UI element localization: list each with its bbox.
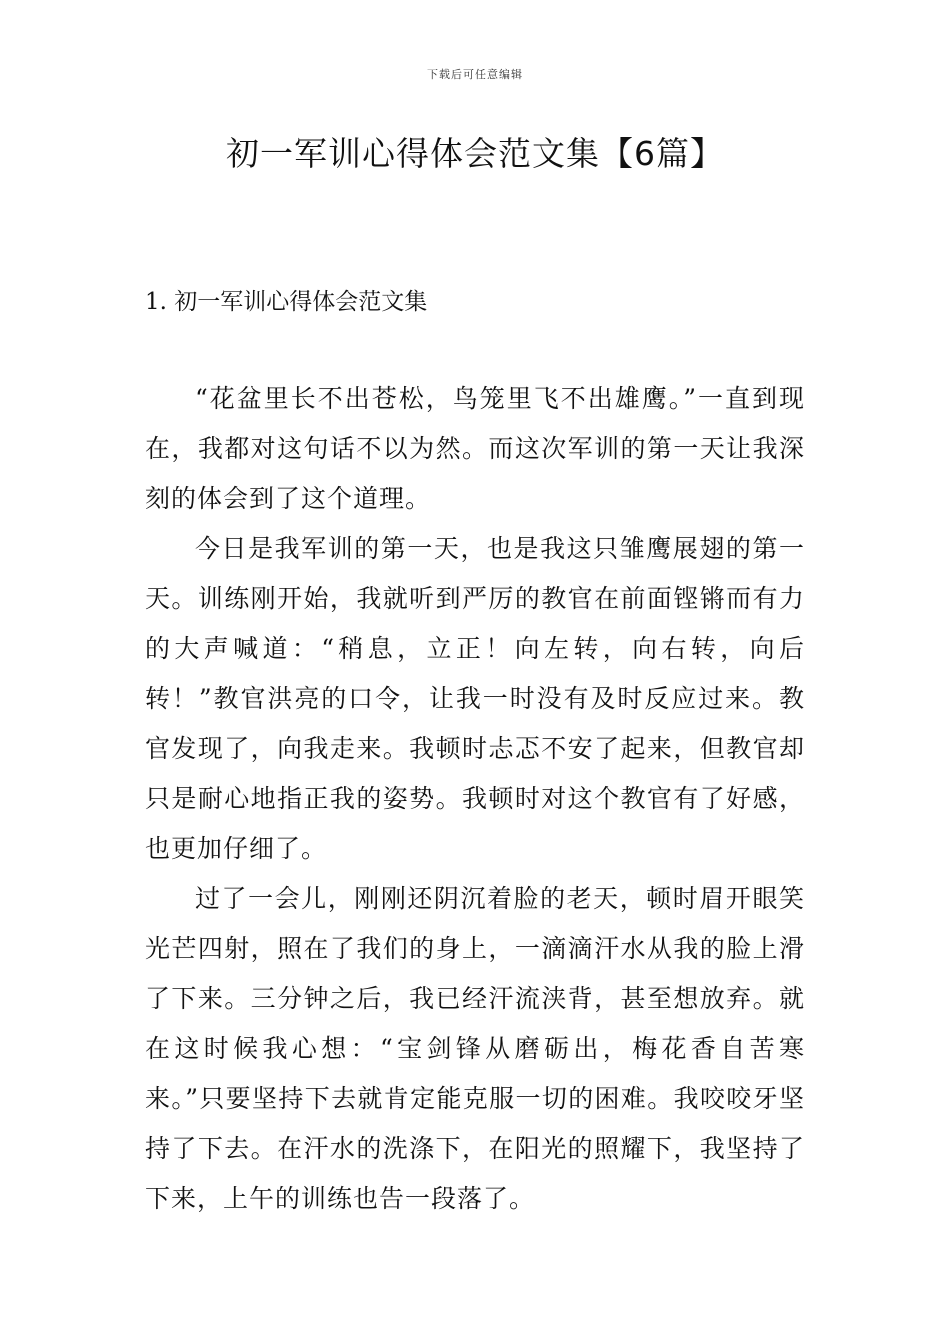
paragraph: 过了一会儿，刚刚还阴沉着脸的老天，顿时眉开眼笑光芒四射，照在了我们的身上，一滴滴汗水从我的脸上滑了下来。三分钟之后，我已经汗流浃背，甚至想放弃。就在这时候我心想：“宝剑锋从磨砺出，梅花香自苦寒来。”只要坚持下去就肯定能克服一切的困难。我咬咬牙坚持了下去。在汗水的洗涤下，在阳光的照耀下，我坚持了下来，上午的训练也告一段落了。 xyxy=(145,884,805,1213)
section-heading: 1. 初一军训心得体会范文集 xyxy=(145,289,428,315)
body-text xyxy=(145,374,805,1224)
paragraph: 今日是我军训的第一天，也是我这只雏鹰展翅的第一天。训练刚开始，我就听到严厉的教官在前面铿锵而有力的大声喊道：“稍息，立正！向左转，向右转，向后转！”教官洪亮的口令，让我一时没有及时反应过来。教官发现了，向我走来。我顿时忐忑不安了起来，但教官却只是耐心地指正我的姿势。我顿时对这个教官有了好感，也更加仔细了。 xyxy=(145,534,805,863)
header-note: 下载后可任意编辑 xyxy=(427,68,523,81)
paragraph: “花盆里长不出苍松，鸟笼里飞不出雄鹰。”一直到现在，我都对这句话不以为然。而这次军训的第一天让我深刻的体会到了这个道理。 xyxy=(145,384,805,513)
document-title: 初一军训心得体会范文集【6篇】 xyxy=(226,134,724,173)
